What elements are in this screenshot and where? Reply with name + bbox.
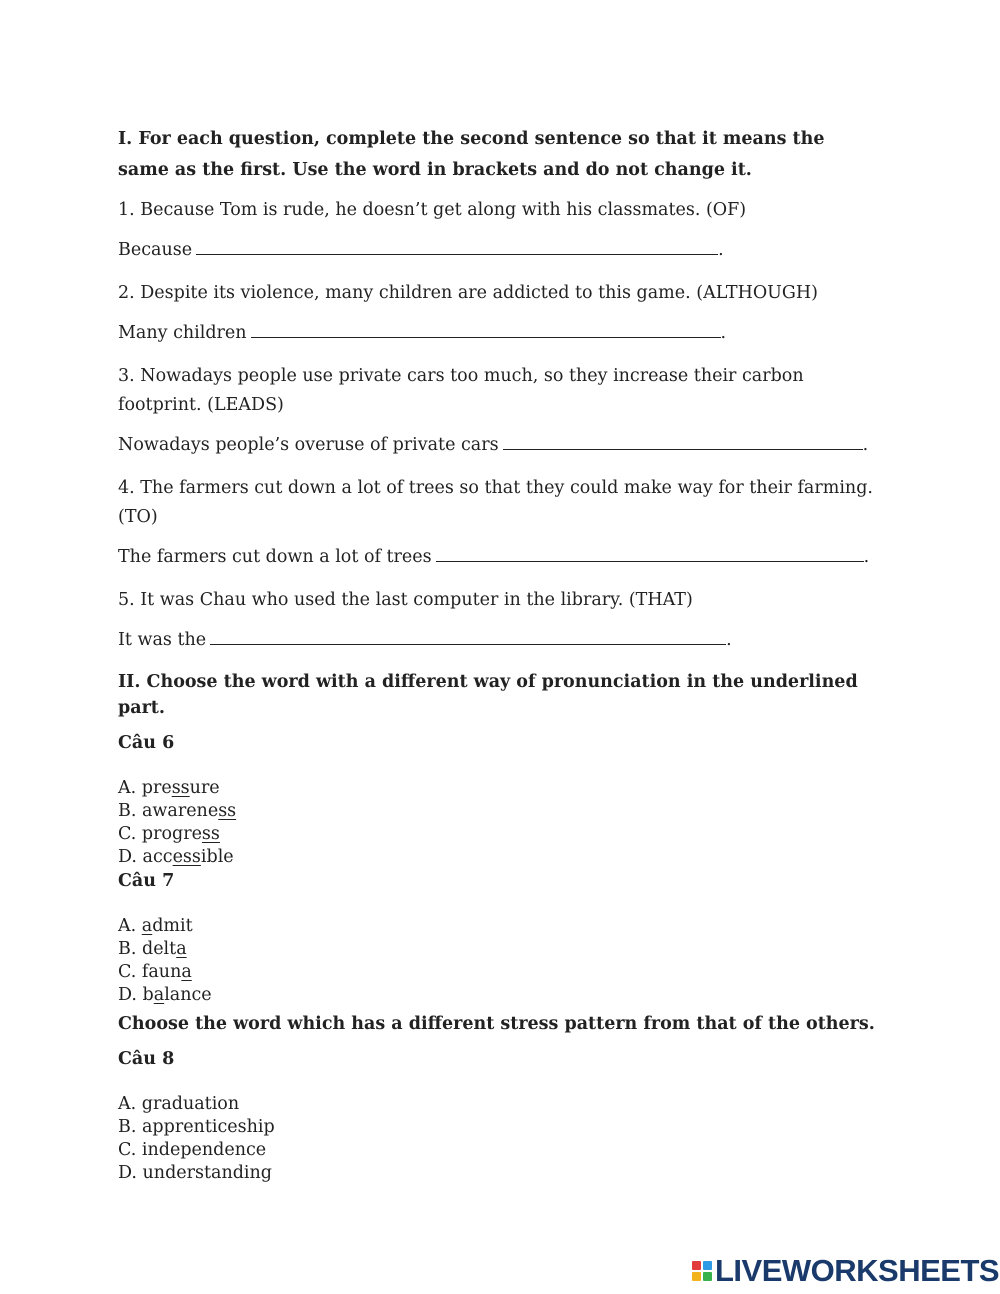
- answer-blank-3[interactable]: [503, 435, 863, 450]
- option-6b[interactable]: B. awareness: [118, 801, 237, 821]
- answer-line-2: [118, 320, 878, 346]
- question-7-options: [118, 915, 878, 1007]
- question-8-label: Câu 8: [118, 1049, 175, 1069]
- option-8a[interactable]: A. graduation: [118, 1094, 240, 1114]
- logo-square-green: [703, 1272, 712, 1281]
- answer-prompt-5: It was the: [118, 630, 207, 650]
- question-3: 3. Nowadays people use private cars too much, so they increase their carbon footprint. (LEADS): [118, 366, 804, 415]
- question-5: 5. It was Chau who used the last computer in the library. (THAT): [118, 590, 693, 610]
- logo-square-yellow: [692, 1272, 701, 1281]
- option-7a[interactable]: A. admit: [118, 916, 193, 936]
- answer-blank-5[interactable]: [210, 630, 726, 645]
- answer-prompt-3: Nowadays people’s overuse of private cars: [118, 435, 499, 455]
- logo-square-red: [692, 1261, 701, 1270]
- logo-text: LIVEWORKSHEETS: [715, 1253, 1000, 1288]
- logo-mark-icon: [692, 1261, 712, 1281]
- liveworksheets-logo: [692, 1253, 999, 1289]
- option-8b[interactable]: B. apprenticeship: [118, 1117, 275, 1137]
- answer-line-3: [118, 432, 878, 458]
- answer-end-1: .: [718, 240, 724, 260]
- answer-line-4: [118, 544, 878, 570]
- answer-end-2: .: [720, 323, 727, 343]
- option-6a[interactable]: A. pressure: [118, 778, 220, 798]
- answer-prompt-2: Many children: [118, 323, 247, 343]
- section1-heading: I. For each question, complete the second sentence so that it means the same as the first. Use the word in brackets and do not change it.: [118, 129, 825, 180]
- option-7d[interactable]: D. balance: [118, 985, 212, 1005]
- question-8-options: [118, 1093, 878, 1185]
- answer-blank-2[interactable]: [251, 323, 721, 338]
- answer-blank-4[interactable]: [436, 547, 864, 562]
- section2-heading: II. Choose the word with a different way of pronunciation in the underlined part.: [118, 672, 858, 718]
- answer-blank-1[interactable]: [196, 240, 718, 255]
- answer-line-1: [118, 237, 878, 263]
- question-6-options: [118, 777, 878, 869]
- answer-end-5: .: [726, 630, 732, 650]
- question-1: 1. Because Tom is rude, he doesn’t get along with his classmates. (OF): [118, 200, 747, 220]
- option-8d[interactable]: D. understanding: [118, 1163, 272, 1183]
- answer-end-4: .: [863, 547, 870, 567]
- option-8c[interactable]: C. independence: [118, 1140, 267, 1160]
- section3-heading: Choose the word which has a different stress pattern from that of the others.: [118, 1014, 875, 1034]
- answer-end-3: .: [862, 435, 869, 455]
- option-7b[interactable]: B. delta: [118, 939, 187, 959]
- worksheet-page: [118, 124, 878, 1185]
- answer-prompt-1: Because: [118, 240, 193, 260]
- option-7c[interactable]: C. fauna: [118, 962, 192, 982]
- question-4: 4. The farmers cut down a lot of trees so that they could make way for their farming. (TO): [118, 478, 873, 527]
- question-2: 2. Despite its violence, many children are addicted to this game. (ALTHOUGH): [118, 283, 818, 303]
- logo-square-blue: [703, 1261, 712, 1270]
- question-7-label: Câu 7: [118, 871, 175, 891]
- question-6-label: Câu 6: [118, 733, 175, 753]
- option-6d[interactable]: D. accessible: [118, 847, 234, 867]
- answer-prompt-4: The farmers cut down a lot of trees: [118, 547, 432, 567]
- answer-line-5: [118, 627, 878, 653]
- option-6c[interactable]: C. progress: [118, 824, 220, 844]
